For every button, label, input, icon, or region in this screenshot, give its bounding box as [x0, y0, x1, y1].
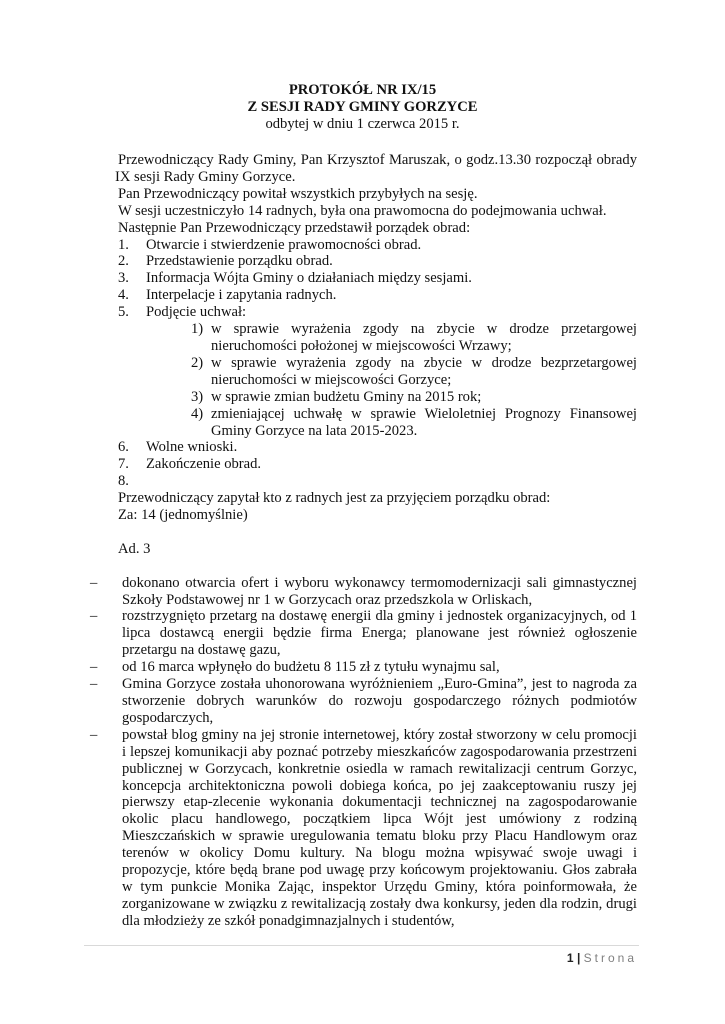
greeting-text: Pan Przewodniczący powitał wszystkich przybyłych na sesję. — [118, 185, 478, 202]
resolution-item: 2) w sprawie wyrażenia zgody na zbycie w drodze bezprzetargowej nieruchomości w miejscowości Gorzyce; — [191, 354, 637, 388]
attendance-text: W sesji uczestniczyło 14 radnych, była ona prawomocna do podejmowania uchwał. — [118, 202, 607, 219]
section-heading: Ad. 3 — [118, 540, 151, 557]
spacer — [118, 558, 637, 575]
session-title: Z SESJI RADY GMINY GORZYCE — [247, 98, 478, 115]
report-bullet: – dokonano otwarcia ofert i wyboru wykonawcy termomodernizacji sali gimnastycznej Szkoły Podstawowej nr 1 w Gorzycach oraz przedszkola w Orliskach, — [90, 574, 637, 608]
agenda-item: 5. Podjęcie uchwał: 1) w sprawie wyrażenia zgody na zbycie w drodze przetargowej nieruchomości położonej w miejscowości Wrzawy; 2) w sprawie wyrażenia zgody na zbycie w drodze bezprzetargowej nieruchomości w miejscowości Gorzyce; 3) w sprawie zmian budżetu Gminy na 2015 rok; 4) zmieniającej uchwałę w sprawie Wieloletniej Prognozy Finansowej Gminy Gorzyce na lata 2015-2023. — [118, 304, 637, 439]
page-footer — [567, 950, 637, 967]
footer-divider — [84, 945, 639, 946]
footer-separator: | — [576, 951, 581, 965]
agenda-item: 2. Przedstawienie porządku obrad. — [118, 253, 333, 270]
resolution-item: 3) w sprawie zmian budżetu Gminy na 2015 rok; — [191, 388, 482, 405]
page-number: 1 — [566, 951, 574, 965]
resolution-item: 1) w sprawie wyrażenia zgody na zbycie w drodze przetargowej nieruchomości położonej w miejscowości Wrzawy; — [191, 321, 637, 354]
report-bullet: – powstał blog gminy na jej stronie internetowej, który został stworzony w celu promocji i lepszej komunikacji aby poznać potrzeby mieszkańców zagospodarowania przestrzeni publicznej w Gorzycach, konkretnie osiedla w ramach rewitalizacji centrum Gorzyc, koncepcja architektoniczna powoli dobiega końca, po jej zaakceptowaniu ruszy jej pierwszy etap-zlecenie wykonania dokumentacji technicznej na zagospodarowanie okolic placu handlowego, początkiem lipca Wójt jest umówiony z rodziną Mieszczańskich w sprawie uregulowania tematu bloku przy Placu Handlowym oraz terenów w okolicy Domu kultury. Na blogu można wpisywać swoje uwagi i propozycje, które będą brane pod uwagę przy końcowym projektowaniu. Głos zabrała w tym punkcie Monika Zając, inspektor Urzędu Gminy, która poinformowała, że zorganizowane w związku z rewitalizacją zostały dwa konkursy, jeden dla rodzin, drugi dla młodzieży ze szkół ponadgimnazjalnych i studentów, — [90, 726, 637, 929]
document-header — [0, 82, 725, 133]
report-bullet: – rozstrzygnięto przetarg na dostawę energii dla gminy i jednostek organizacyjnych, od 1 lipca dostawcą energii będzie firma Energa; planowane jest również ogłoszenie przetargu na dostawę gazu, — [90, 608, 637, 659]
agenda-item: 1. Otwarcie i stwierdzenie prawomocności obrad. — [118, 236, 422, 253]
agenda-intro-text: Następnie Pan Przewodniczący przedstawił porządek obrad: — [118, 219, 471, 236]
report-bullet-list — [90, 574, 637, 930]
agenda-item: 6. Wolne wnioski. — [118, 439, 238, 456]
agenda-list — [118, 237, 637, 491]
agenda-item: 4. Interpelacje i zapytania radnych. — [118, 287, 337, 304]
vote-question: Przewodniczący zapytał kto z radnych jest za przyjęciem porządku obrad: — [118, 490, 551, 507]
spacer — [118, 524, 637, 541]
agenda-item: 7. Zakończenie obrad. — [118, 456, 262, 473]
session-date: odbytej w dniu 1 czerwca 2015 r. — [265, 115, 460, 132]
report-bullet: – Gmina Gorzyce została uhonorowana wyróżnieniem „Euro-Gmina”, jest to nagroda za stworzenie dobrych warunków do rozwoju gospodarczego różnych podmiotów gospodarczych, — [90, 676, 637, 726]
vote-result: Za: 14 (jednomyślnie) — [118, 507, 248, 524]
opening-line-1: Przewodniczący Rady Gminy, Pan Krzysztof Maruszak, o godz.13.30 rozpoczął obrady — [118, 152, 637, 168]
agenda-item: 8. — [118, 473, 129, 490]
resolution-list — [191, 321, 637, 439]
protocol-title: PROTOKÓŁ NR IX/15 — [288, 82, 437, 98]
agenda-item: 3. Informacja Wójta Gminy o działaniach między sesjami. — [118, 270, 472, 287]
report-bullet: – od 16 marca wpłynęło do budżetu 8 115 zł z tytułu wynajmu sal, — [90, 659, 500, 676]
document-body — [90, 152, 637, 930]
resolution-item: 4) zmieniającej uchwałę w sprawie Wieloletniej Prognozy Finansowej Gminy Gorzyce na lata 2015-2023. — [191, 405, 637, 439]
page-label: Strona — [583, 951, 637, 965]
opening-line-2: IX sesji Rady Gminy Gorzyce. — [115, 168, 296, 185]
opening-paragraph — [115, 152, 637, 186]
